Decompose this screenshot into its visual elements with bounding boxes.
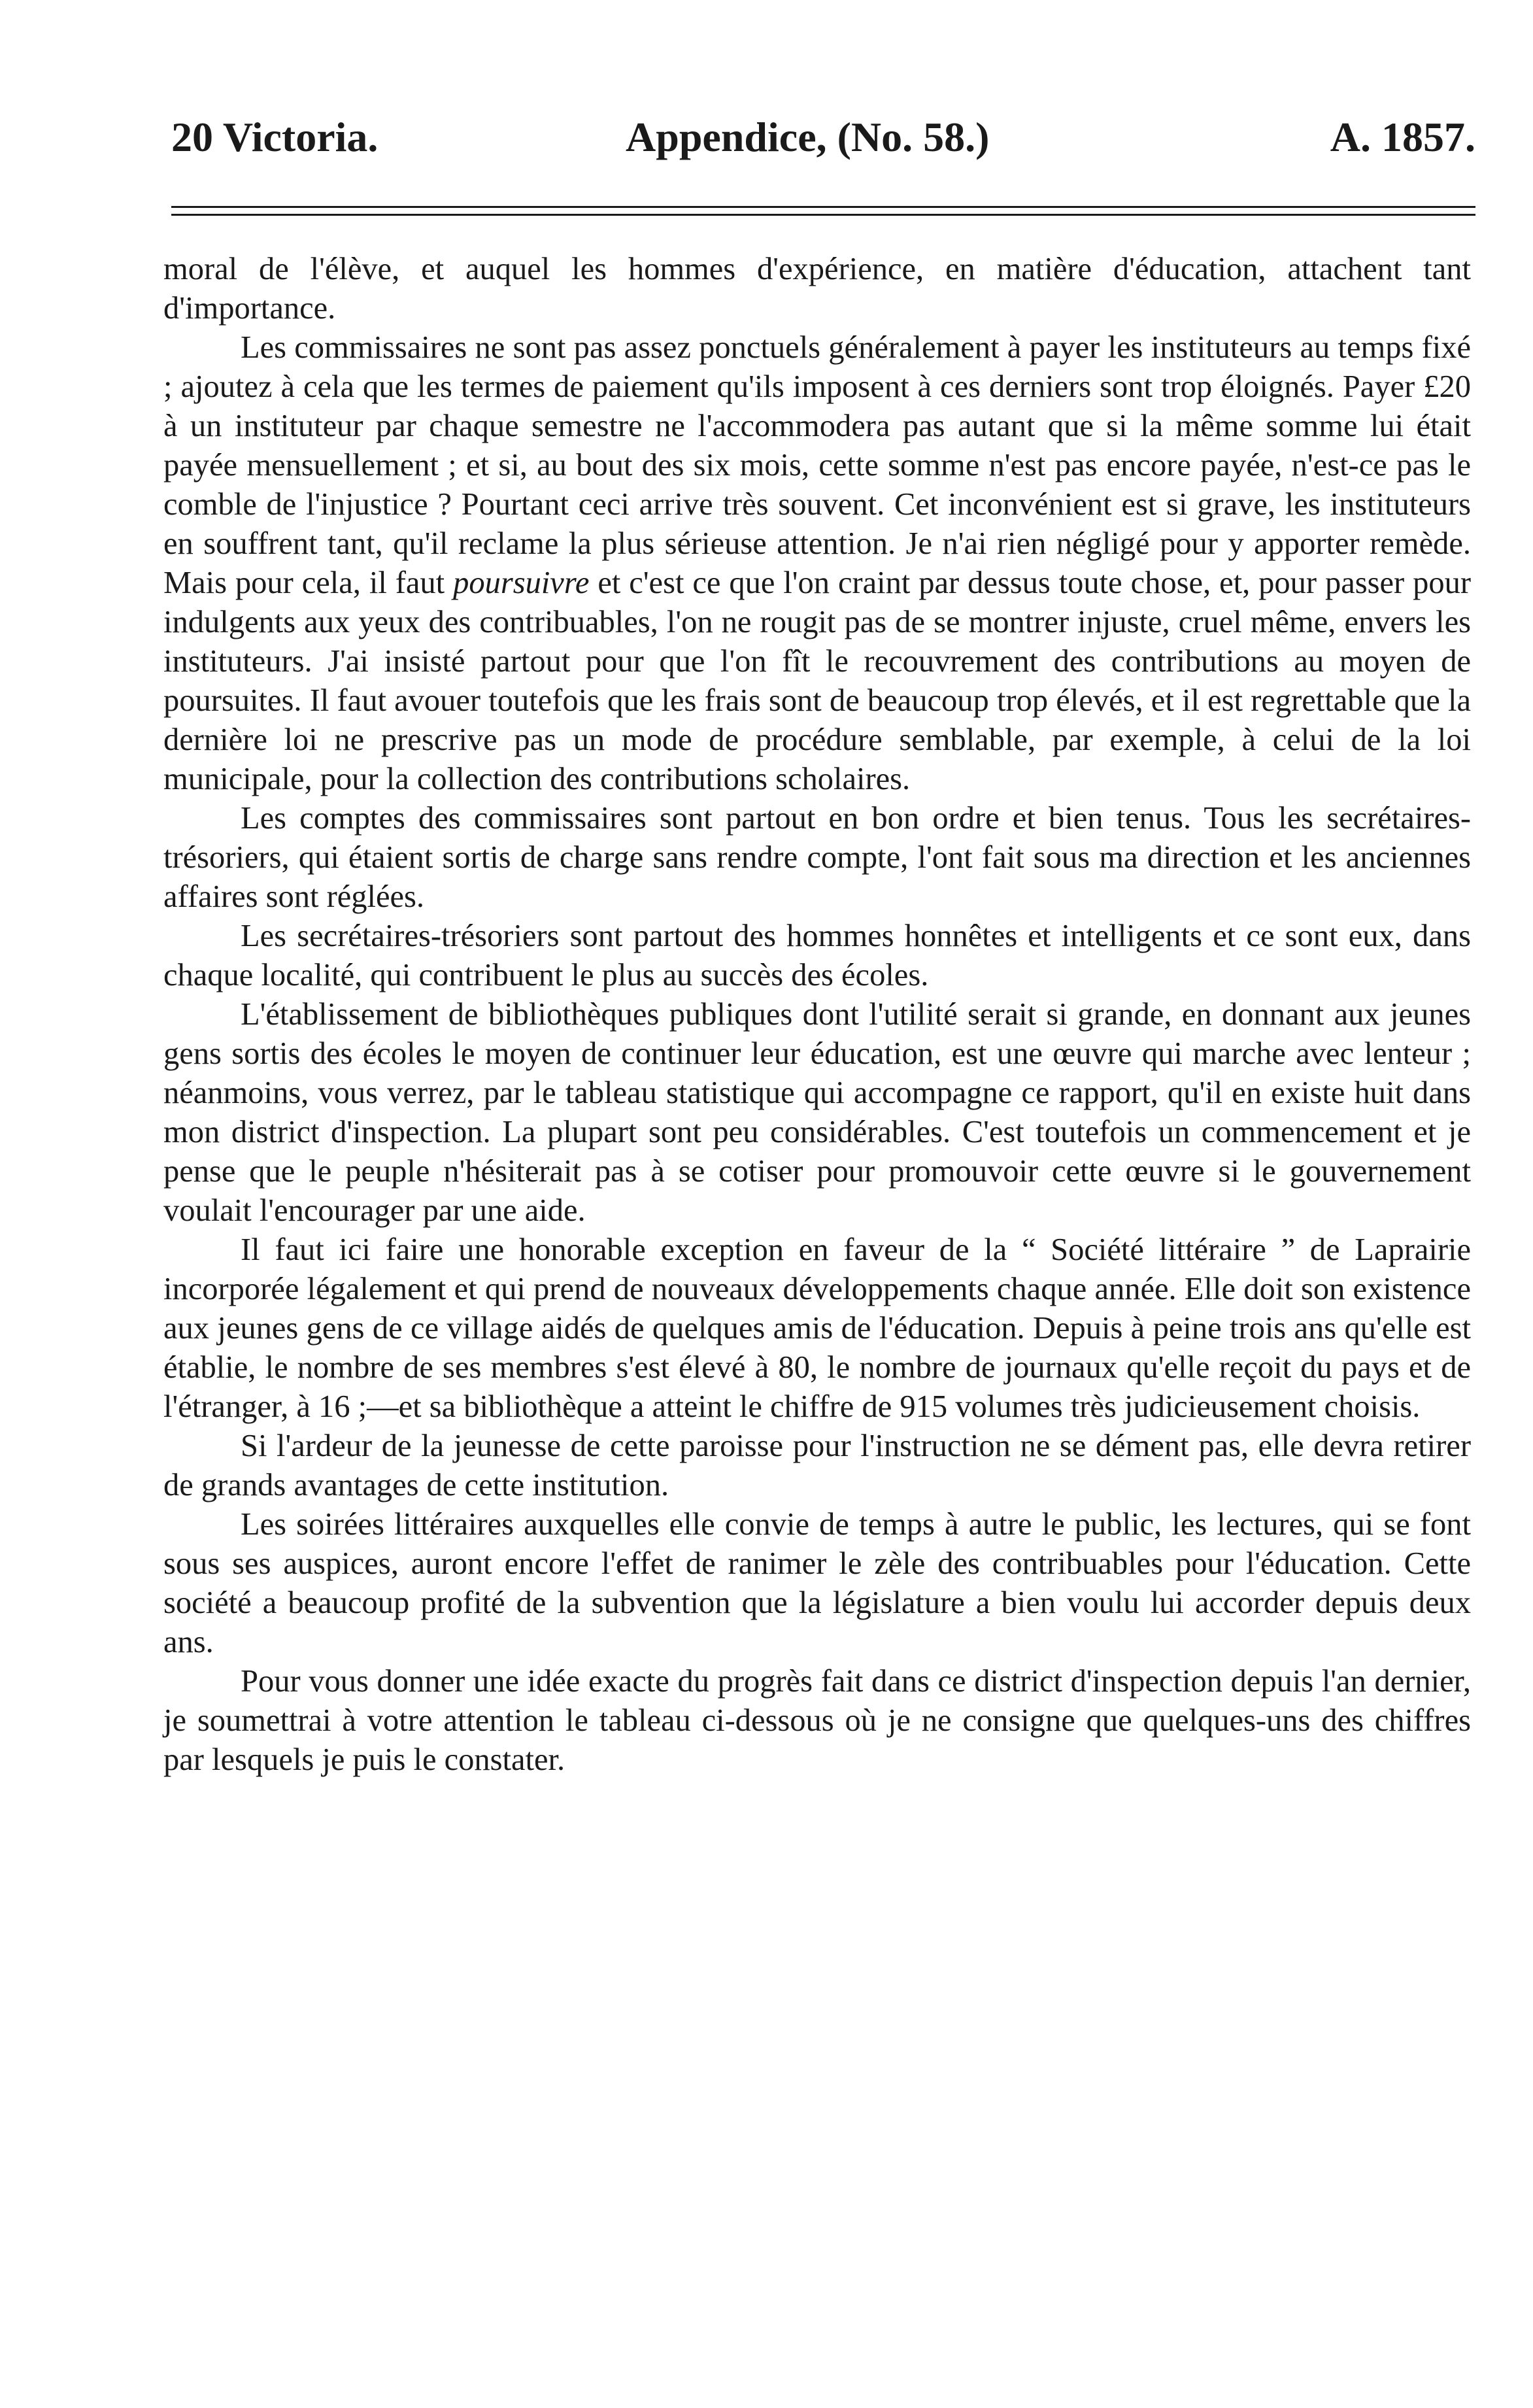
paragraph-progres	[163, 1662, 1471, 1780]
paragraph-societe-litteraire	[163, 1230, 1471, 1427]
page-header	[171, 111, 1475, 163]
paragraph-text: Les soirées littéraires auxquelles elle convie de temps à autre le public, les lectures, qui se font sous ses auspices, auront encore l'effet de ranimer le zèle des contribuables pour l'éducation. Cette société a beaucoup profité de la subvention que la législature a bien voulu lui accorder depuis deux ans.	[163, 1507, 1471, 1659]
paragraph-jeunesse	[163, 1427, 1471, 1505]
paragraph-text: L'établissement de bibliothèques publiques dont l'utilité serait si grande, en donnant aux jeunes gens sortis des écoles le moyen de continuer leur éducation, est une œuvre qui marche avec lenteur ; néanmoins, vous verrez, par le tableau statistique qui accompagne ce rapport, qu'il en existe huit dans mon district d'inspection. La plupart sont peu considérables. C'est toutefois un commencement et je pense que le peuple n'hésiterait pas à se cotiser pour promouvoir cette œuvre si le gouvernement voulait l'encourager par une aide.	[163, 997, 1471, 1228]
header-appendix: Appendice, (No. 58.)	[626, 114, 990, 160]
header-rule-bottom	[171, 214, 1475, 216]
paragraph-secretaires	[163, 917, 1471, 995]
paragraph-comptes	[163, 799, 1471, 917]
emphasis-word: poursuivre	[453, 566, 590, 600]
paragraph-text: Il faut ici faire une honorable exception en faveur de la “ Société littéraire ” de Laprairie incorporée légalement et qui prend de nouveaux développements chaque année. Elle doit son existence aux jeunes gens de ce village aidés de quelques amis de l'éducation. Depuis à peine trois ans qu'elle est établie, le nombre de ses membres s'est élevé à 80, le nombre de journaux qu'elle reçoit du pays et de l'étranger, à 16 ;—et sa bibliothèque a atteint le chiffre de 915 volumes très judicieusement choisis.	[163, 1232, 1471, 1424]
report-body	[163, 250, 1471, 1780]
paragraph-text: moral de l'élève, et auquel les hommes d'expérience, en matière d'éducation, attachent tant d'importance.	[163, 252, 1471, 326]
paragraph-text: Les secrétaires-trésoriers sont partout des hommes honnêtes et intelligents et ce sont eux, dans chaque localité, qui contribuent le plus au succès des écoles.	[163, 919, 1471, 992]
paragraph-bibliotheques	[163, 995, 1471, 1230]
paragraph-text: Si l'ardeur de la jeunesse de cette paroisse pour l'instruction ne se dément pas, elle devra retirer de grands avantages de cette institution.	[163, 1429, 1471, 1502]
paragraph-soirees	[163, 1505, 1471, 1662]
paragraph-text: Les comptes des commissaires sont partout en bon ordre et bien tenus. Tous les secrétaires-trésoriers, qui étaient sortis de charge sans rendre compte, l'ont fait sous ma direction et les anciennes affaires sont réglées.	[163, 801, 1471, 914]
paragraph-commissaires	[163, 328, 1471, 799]
header-year: A. 1857.	[1330, 114, 1475, 160]
paragraph-text: Les commissaires ne sont pas assez ponctuels généralement à payer les instituteurs au temps fixé ; ajoutez à cela que les termes de paiement qu'ils imposent à ces derniers sont trop éloignés. Payer £20 à un instituteur par chaque semestre ne l'accommodera pas autant que si la même somme lui était payée mensuellement ; et si, au bout des six mois, cette somme n'est pas encore payée, n'est-ce pas le comble de l'injustice ? Pourtant ceci arrive très souvent. Cet inconvénient est si grave, les instituteurs en souffrent tant, qu'il reclame la plus sérieuse attention. Je n'ai rien négligé pour y apporter remède. Mais pour cela, il faut	[163, 330, 1471, 600]
paragraph-text: et c'est ce que l'on craint par dessus toute chose, et, pour passer pour indulgents aux yeux des contribuables, l'on ne rougit pas de se montrer injuste, cruel même, envers les instituteurs. J'ai insisté partout pour que l'on fît le recouvrement des contributions au moyen de poursuites. Il faut avouer toutefois que les frais sont de beaucoup trop élevés, et il est regrettable que la dernière loi ne prescrive pas un mode de procédure semblable, par exemple, à celui de la loi municipale, pour la collection des contributions scholaires.	[163, 566, 1472, 796]
header-rule-top	[171, 206, 1475, 208]
paragraph-continuation	[163, 250, 1471, 328]
header-session: 20 Victoria.	[171, 114, 379, 160]
paragraph-text: Pour vous donner une idée exacte du progrès fait dans ce district d'inspection depuis l'an dernier, je soumettrai à votre attention le tableau ci-dessous où je ne consigne que quelques-uns des chiffres par lesquels je puis le constater.	[163, 1664, 1471, 1777]
